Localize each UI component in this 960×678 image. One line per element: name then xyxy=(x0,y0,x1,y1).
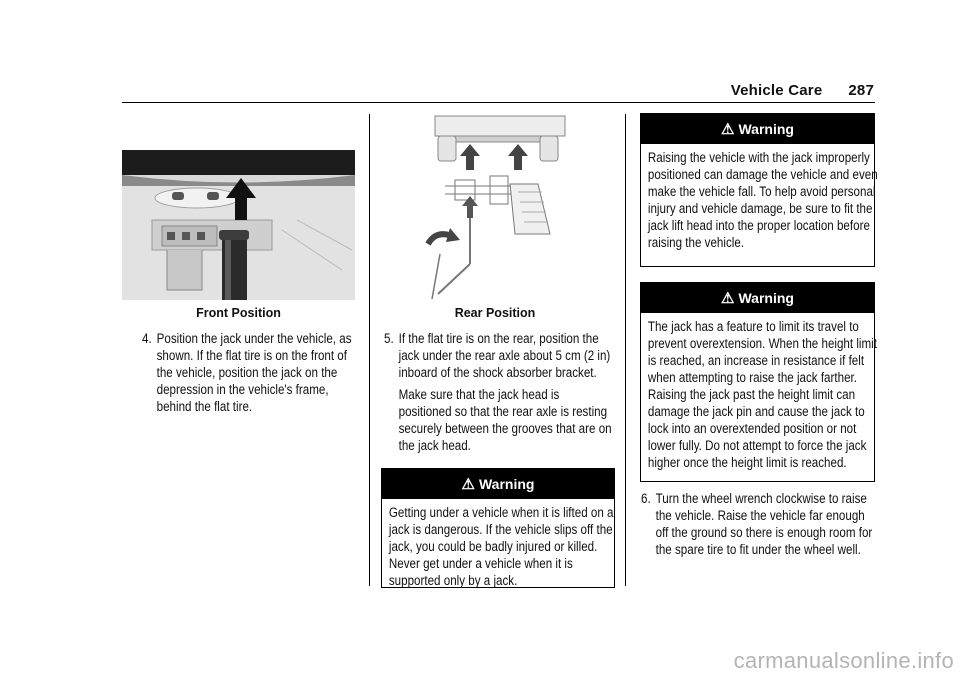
warning-title: Warning xyxy=(478,476,535,492)
up-arrow-icon xyxy=(508,144,528,170)
warning-title: Warning xyxy=(738,290,794,306)
step-4 xyxy=(142,330,360,415)
front-position-illustration xyxy=(122,150,355,300)
up-arrow-icon xyxy=(460,144,480,170)
figure-caption-front: Front Position xyxy=(196,306,281,320)
step-text: Turn the wheel wrench clockwise to raise the vehicle. Raise the vehicle far enough off the ground so there is enough room for the spare tire to fit under the wheel well. xyxy=(655,491,873,557)
step-5 xyxy=(384,330,613,454)
warning-header xyxy=(641,283,874,313)
column-divider-left xyxy=(369,114,370,586)
rotation-arrow-icon xyxy=(428,228,460,244)
watermark: carmanualsonline.info xyxy=(733,648,954,673)
running-header xyxy=(731,82,874,99)
step-number: 5. xyxy=(384,331,394,346)
warning-triangle-icon: ⚠ xyxy=(721,121,735,138)
warning-box-height-limit xyxy=(640,282,875,482)
warning-box-jack-position xyxy=(640,113,878,267)
up-arrow-icon xyxy=(462,196,478,218)
warning-text: Getting under a vehicle when it is lifted on a jack is dangerous. If the vehicle slips off the jack, you could be badly injured or killed. Never get under a vehicle when it is supported only by a jack. xyxy=(388,505,614,588)
warning-text: Raising the vehicle with the jack improperly positioned can damage the vehicle and even make the vehicle fall. To help avoid personal injury and vehicle damage, be sure to fit the jack lift head into the proper location before raising the vehicle. xyxy=(647,150,878,250)
step-text: If the flat tire is on the rear, position the jack under the rear axle about 5 cm (2 in) inboard of the shock absorber bracket. xyxy=(398,331,611,380)
section-title: Vehicle Care xyxy=(730,82,823,99)
step-number: 4. xyxy=(142,331,152,346)
figure-caption-rear: Rear Position xyxy=(454,306,536,320)
warning-triangle-icon: ⚠ xyxy=(721,290,735,307)
warning-triangle-icon: ⚠ xyxy=(461,476,475,493)
warning-header xyxy=(382,469,614,499)
warning-box-jack-safety xyxy=(381,468,615,588)
rear-position-figure xyxy=(410,114,580,304)
warning-text: The jack has a feature to limit its travel to prevent overextension. When the height limit is reached, an increase in resistance if felt when attempting to raise the jack farther. Raising the jack past the height limit can damage the jack pin and cause the jack to lock into an overextended position or not lower fully. Do not attempt to force the jack higher once the height limit is reached. xyxy=(647,319,877,470)
front-position-figure xyxy=(122,150,355,300)
step-subtext: Make sure that the jack head is positioned so that the rear axle is resting securely between the grooves that are on the jack head. xyxy=(398,387,612,453)
step-6 xyxy=(641,490,873,558)
step-text: Position the jack under the vehicle, as shown. If the flat tire is on the front of the vehicle, position the jack on the depression in the vehicle's frame, behind the flat tire. xyxy=(156,331,352,414)
warning-header xyxy=(641,114,874,144)
step-number: 6. xyxy=(641,491,651,506)
rear-position-illustration xyxy=(410,114,580,304)
warning-title: Warning xyxy=(738,121,794,137)
header-rule xyxy=(122,102,875,103)
page-number: 287 xyxy=(848,82,874,99)
